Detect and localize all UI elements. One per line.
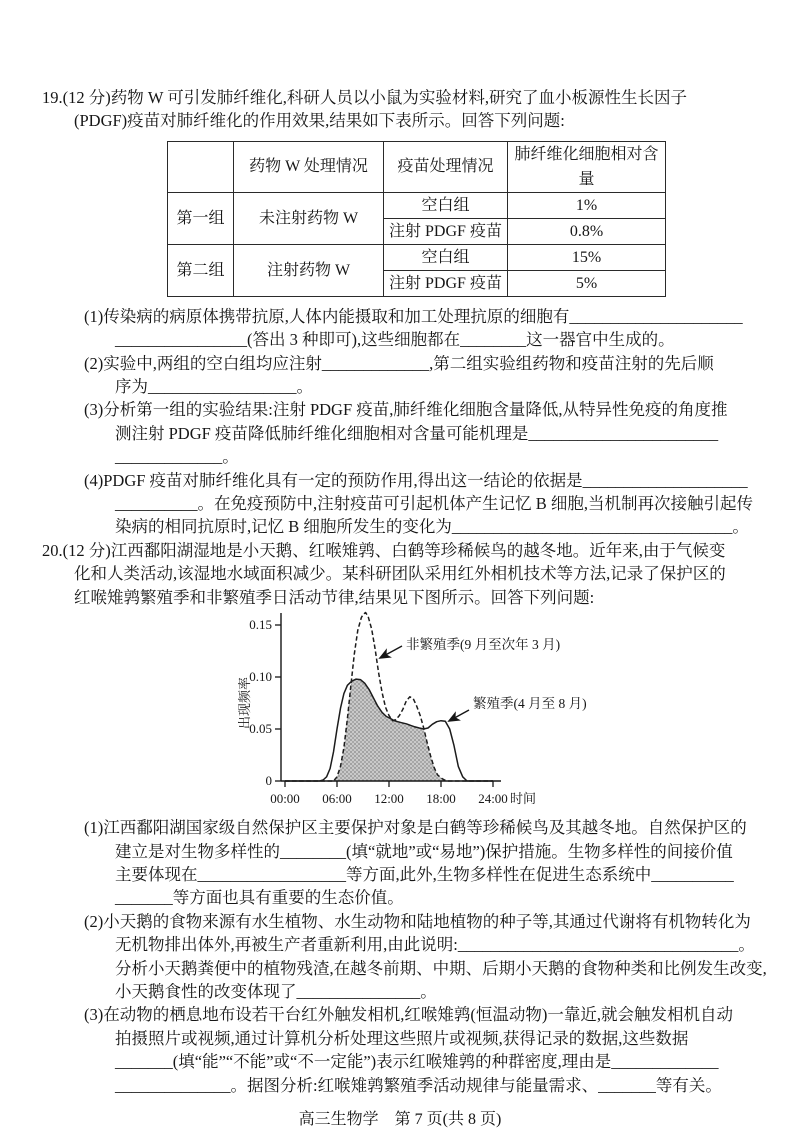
breeding-arrow [449,710,469,721]
q20-part1-line-4: _______等方面也具有重要的生态价值。 [115,888,404,908]
q20-stem-line-2: 化和人类活动,该湿地水域面积减少。某科研团队采用红外相机技术等方法,记录了保护区的 [74,564,726,584]
breeding-annotation: 繁殖季(4 月至 8 月) [473,696,587,712]
y-tick-label: 0.05 [249,721,272,737]
q20-stem-line-1: 20.(12 分)江西鄱阳湖湿地是小天鹅、红喉雉鹑、白鹤等珍稀候鸟的越冬地。近年来,由于气候变 [42,540,726,560]
cell-value: 0.8% [508,218,666,244]
q19-part4-line-2: __________。在免疫预防中,注射疫苗可引起机体产生记忆 B 细胞,当机制再次接触引起传 [115,494,754,514]
cell-value: 1% [508,192,666,218]
cell-vaccine: 注射 PDGF 疫苗 [384,270,508,296]
cell-vaccine: 空白组 [384,192,508,218]
nonbreeding-arrow [380,646,402,658]
group-1-drug: 未注射药物 W [234,192,384,244]
question-20 [0,539,800,1097]
q19-part4-line-1: (4)PDGF 疫苗对肺纤维化具有一定的预防作用,得出这一结论的依据是____________________ [84,470,748,490]
x-tick-label: 12:00 [374,791,404,807]
x-axis-title: 时间 [510,791,537,807]
cell-value: 15% [508,244,666,270]
q19-part3-line-1: (3)分析第一组的实验结果:注射 PDGF 疫苗,肺纤维化细胞含量降低,从特异性免疫的角度推 [84,400,728,420]
q19-part2-line-2: 序为__________________。 [115,377,313,397]
q20-part2-line-4: 小天鹅食性的改变体现了_______________。 [115,981,437,1001]
q19-results-table [167,141,666,297]
q20-part2-line-3: 分析小天鹅粪便中的植物残渣,在越冬前期、中期、后期小天鹅的食物种类和比例发生改变, [115,958,767,978]
q20-part2-line-1: (2)小天鹅的食物来源有水生植物、水生动物和陆地植物的种子等,其通过代谢将有机物转化为 [84,911,751,931]
q19-part3-line-3: _____________。 [115,447,239,467]
q20-part3-line-4: ______________。据图分析:红喉雉鹑繁殖季活动规律与能量需求、_______等有关。 [115,1075,722,1095]
header-vaccine: 疫苗处理情况 [384,141,508,192]
y-tick-label: 0.10 [249,669,272,685]
q20-part1-line-1: (1)江西鄱阳湖国家级自然保护区主要保护对象是白鹤等珍稀候鸟及其越冬地。自然保护区的 [84,818,747,838]
header-drug: 药物 W 处理情况 [234,141,384,192]
q19-part2-line-1: (2)实验中,两组的空白组均应注射_____________,第二组实验组药物和疫苗注射的先后顺 [84,353,714,373]
header-fibrosis: 肺纤维化细胞相对含量 [508,141,666,192]
y-tick-label: 0 [265,773,272,789]
x-tick-label: 24:00 [478,791,508,807]
table-header-row [168,141,666,192]
q19-part1-line-1: (1)传染病的病原体携带抗原,人体内能摄取和加工处理抗原的细胞有_____________________ [84,306,743,326]
q20-part1-line-3: 主要体现在__________________等方面,此外,生物多样性在促进生态系统中__________ [115,864,734,884]
overlap-shaded-area [334,679,450,781]
activity-rhythm-chart [238,611,800,816]
table-row [168,192,666,218]
q19-stem-line-2: (PDGF)疫苗对肺纤维化的作用效果,结果如下表所示。回答下列问题: [74,111,565,131]
q19-stem-line-1: 19.(12 分)药物 W 可引发肺纤维化,科研人员以小鼠为实验材料,研究了血小板源性生长因子 [42,88,688,107]
q20-part2-line-2: 无机物排出体外,再被生产者重新利用,由此说明:__________________________________。 [115,935,755,955]
group-2-label: 第二组 [168,244,234,296]
y-axis-title: 出现频率 [238,677,252,730]
q19-part3-line-2: 测注射 PDGF 疫苗降低肺纤维化细胞相对含量可能机理是_______________________ [115,423,719,443]
q20-stem-line-3: 红喉雉鹑繁殖季和非繁殖季日活动节律,结果见下图所示。回答下列问题: [74,587,595,607]
q19-part4-line-3: 染病的相同抗原时,记忆 B 细胞所发生的变化为__________________________________。 [115,517,749,537]
q20-part3-line-1: (3)在动物的栖息地布设若干台红外触发相机,红喉雉鹑(恒温动物)一靠近,就会触发相机自动 [84,1005,733,1025]
nonbreeding-annotation: 非繁殖季(9 月至次年 3 月) [406,637,561,653]
q20-part3-line-3: _______(填“能”“不能”或“不一定能”)表示红喉雉鹑的种群密度,理由是_____________ [115,1052,719,1072]
q20-part3-line-2: 拍摄照片或视频,通过计算机分析处理这些照片或视频,获得记录的数据,这些数据 [115,1028,689,1048]
chart-svg [238,611,633,816]
group-1-label: 第一组 [168,192,234,244]
q20-part1-line-2: 建立是对生物多样性的________(填“就地”或“易地”)保护措施。生物多样性的间接价值 [115,841,733,861]
x-tick-label: 06:00 [322,791,352,807]
x-tick-label: 00:00 [270,791,300,807]
q19-part1-line-2: ________________(答出 3 种即可),这些细胞都在________这一器官中生成的。 [115,330,675,350]
cell-vaccine: 空白组 [384,244,508,270]
x-tick-label: 18:00 [426,791,456,807]
table-row [168,244,666,270]
question-19 [0,86,800,539]
group-2-drug: 注射药物 W [234,244,384,296]
cell-value: 5% [508,270,666,296]
cell-vaccine: 注射 PDGF 疫苗 [384,218,508,244]
header-empty [168,141,234,192]
y-tick-label: 0.15 [249,617,272,633]
page-footer: 高三生物学 第 7 页(共 8 页) [298,1110,502,1128]
